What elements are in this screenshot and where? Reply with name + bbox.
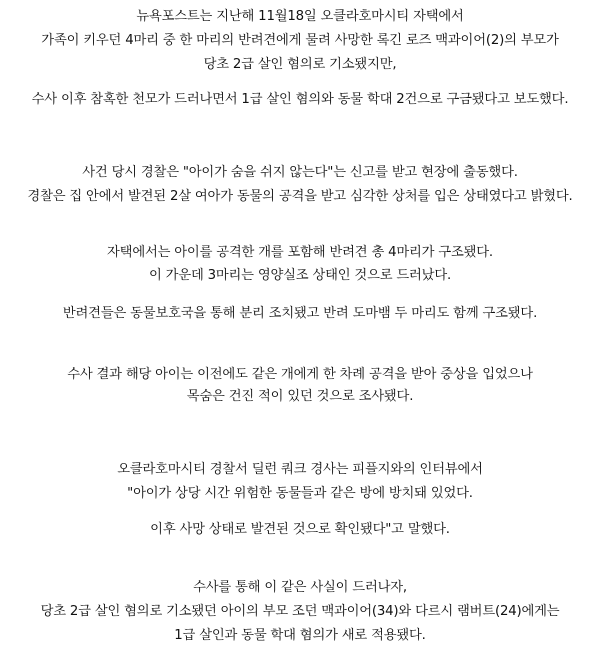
- text-line: 가족이 키우던 4마리 중 한 마리의 반려견에게 물려 사망한 록긴 로즈 맥과이어(2)의 부모가: [41, 33, 559, 48]
- text-line: 경찰은 집 안에서 발견된 2살 여아가 동물의 공격을 받고 심각한 상처를 입은 상태였다고 밝혔다.: [27, 189, 573, 204]
- text-line: 뉴욕포스트는 지난해 11월18일 오클라호마시티 자택에서: [136, 9, 464, 24]
- text-line: 이 가운데 3마리는 영양실조 상태인 것으로 드러났다.: [149, 268, 451, 283]
- text-line: 반려견들은 동물보호국을 통해 분리 조치됐고 반려 도마뱀 두 마리도 함께 구조됐다.: [62, 306, 538, 321]
- text-line: 자택에서는 아이를 공격한 개를 포함해 반려견 총 4마리가 구조됐다.: [107, 245, 493, 260]
- text-line: 수사를 통해 이 같은 사실이 드러나자,: [193, 580, 407, 595]
- text-line: 목숨은 건진 적이 있던 것으로 조사됐다.: [186, 389, 414, 404]
- text-line: 사건 당시 경찰은 "아이가 숨을 쉬지 않는다"는 신고를 받고 현장에 출동했다.: [82, 165, 518, 180]
- text-line: 수사 이후 참혹한 천모가 드러나면서 1급 살인 혐의와 동물 학대 2건으로 구금됐다고 보도했다.: [31, 92, 569, 107]
- text-line: "아이가 상당 시간 위험한 동물들과 같은 방에 방치돼 있었다.: [127, 486, 473, 501]
- text-line: 오클라호마시티 경찰서 딜런 쿼크 경사는 피플지와의 인터뷰에서: [117, 462, 483, 477]
- text-line: 당초 2급 살인 혐의로 기소됐던 아이의 부모 조던 맥과이어(34)와 다르시 램버트(24)에게는: [40, 604, 560, 619]
- text-line: 수사 결과 해당 아이는 이전에도 같은 개에게 한 차례 공격을 받아 중상을 입었으나: [67, 367, 533, 382]
- text-line: 1급 살인과 동물 학대 혐의가 새로 적용됐다.: [174, 628, 426, 643]
- text-line: 당초 2급 살인 혐의로 기소됐지만,: [203, 57, 397, 72]
- text-line: 이후 사망 상태로 발견된 것으로 확인됐다"고 말했다.: [150, 522, 450, 537]
